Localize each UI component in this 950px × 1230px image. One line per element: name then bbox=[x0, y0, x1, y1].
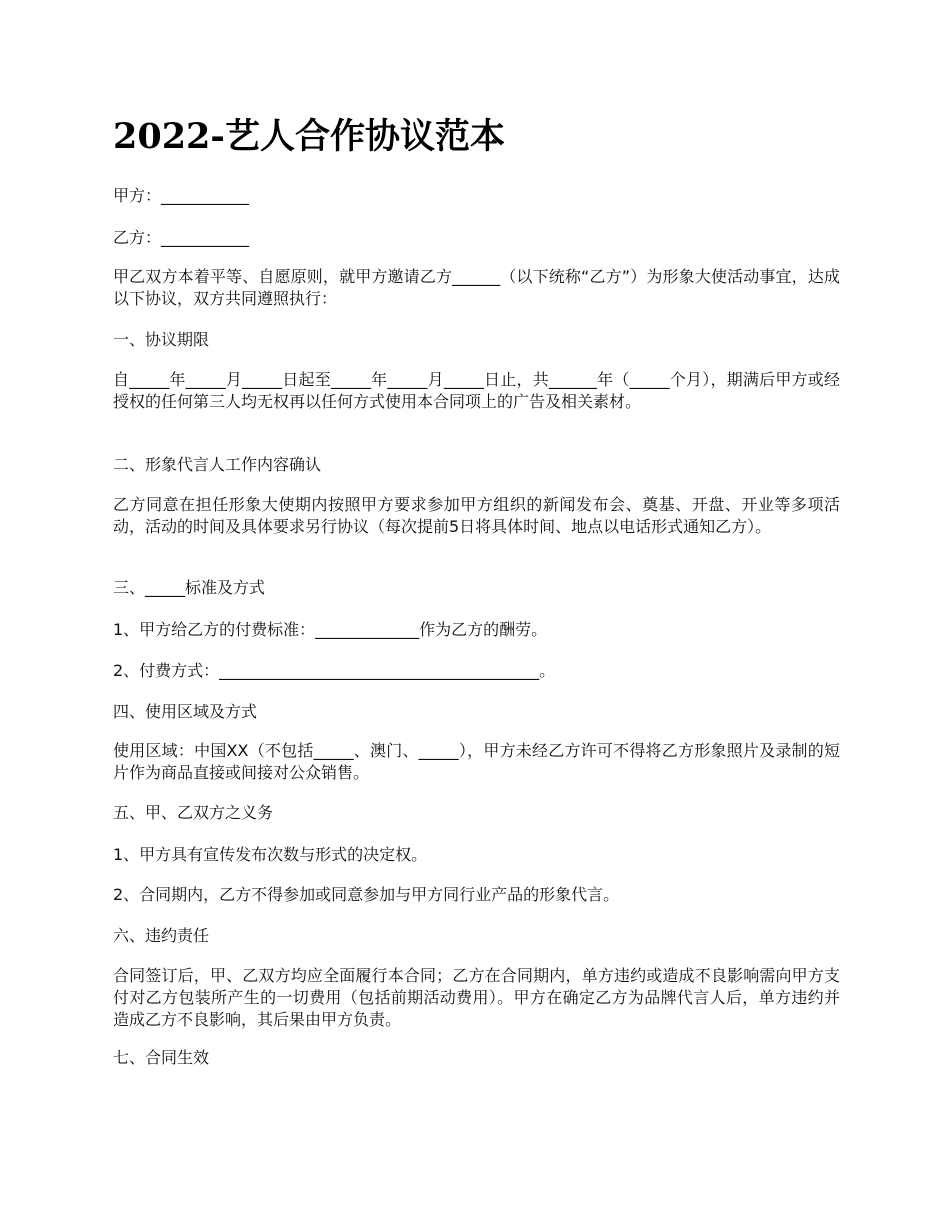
section-heading-liability: 六、违约责任 bbox=[113, 926, 210, 945]
party-a-line: 甲方：___________ bbox=[113, 186, 250, 205]
section-heading-work-content: 二、形象代言人工作内容确认 bbox=[113, 455, 322, 474]
section-heading-effective: 七、合同生效 bbox=[113, 1048, 210, 1067]
usage-paragraph: 使用区域：中国XX（不包括_____、澳门、_____），甲方未经乙方许可不得将乙方形象照片及录制的短片作为商品直接或间接对公众销售。 bbox=[113, 741, 840, 782]
section-heading-payment: 三、_____标准及方式 bbox=[113, 578, 266, 597]
liability-paragraph: 合同签订后，甲、乙双方均应全面履行本合同；乙方在合同期内，单方违约或造成不良影响需向甲方支付对乙方包装所产生的一切费用（包括前期活动费用）。甲方在确定乙方为品牌代言人后，单方违约并造成乙方不良影响，其后果由甲方负责。 bbox=[113, 966, 840, 1029]
document-title: 2022-艺人合作协议范本 bbox=[113, 116, 505, 157]
term-paragraph: 自_____年_____月_____日起至_____年_____月_____日止，共______年（_____个月），期满后甲方或经授权的任何第三人均无权再以任何方式使用本合同项上的广告及相关素材。 bbox=[113, 370, 840, 411]
party-b-line: 乙方：___________ bbox=[113, 228, 250, 247]
work-content-paragraph: 乙方同意在担任形象大使期内按照甲方要求参加甲方组织的新闻发布会、奠基、开盘、开业等多项活动，活动的时间及具体要求另行协议（每次提前5日将具体时间、地点以电话形式通知乙方）。 bbox=[113, 495, 840, 536]
obligation-item-2: 2、合同期内，乙方不得参加或同意参加与甲方同行业产品的形象代言。 bbox=[113, 885, 620, 904]
section-heading-term: 一、协议期限 bbox=[113, 330, 210, 349]
section-heading-usage: 四、使用区域及方式 bbox=[113, 702, 258, 721]
section-heading-obligations: 五、甲、乙双方之义务 bbox=[113, 803, 274, 822]
obligation-item-1: 1、甲方具有宣传发布次数与形式的决定权。 bbox=[113, 845, 428, 864]
payment-standard-line: 1、甲方给乙方的付费标准：_____________作为乙方的酬劳。 bbox=[113, 620, 548, 639]
preamble-paragraph: 甲乙双方本着平等、自愿原则，就甲方邀请乙方______（以下统称“乙方”）为形象大使活动事宜，达成以下协议，双方共同遵照执行： bbox=[113, 267, 840, 308]
payment-method-line: 2、付费方式：________________________________________。 bbox=[113, 661, 556, 680]
